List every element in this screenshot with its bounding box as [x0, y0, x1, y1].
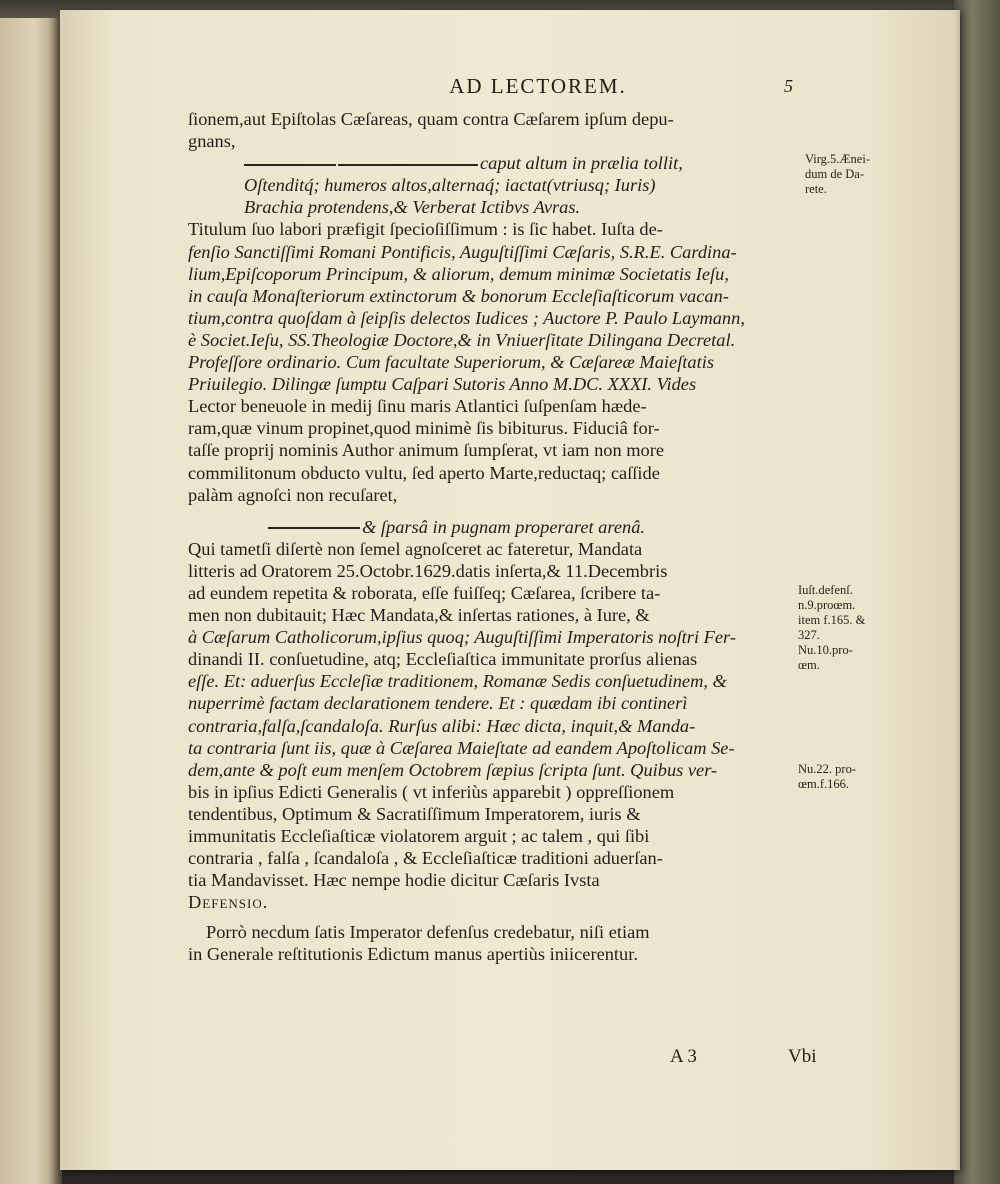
verse-text: & ſparsâ in pugnam properaret arenâ.: [362, 516, 646, 537]
page-fore-edge: [954, 10, 960, 1170]
folio-number: 5: [784, 76, 793, 96]
verse-line: [188, 152, 803, 174]
margin-note-line: Nu.22. pro-: [798, 762, 856, 776]
line-gap: [188, 913, 803, 921]
catchword: Vbi: [788, 1046, 817, 1067]
running-title: AD LECTOREM.: [449, 74, 627, 98]
text-line: ad eundem repetita & roborata, eſſe fuiſſeq; Cæſarea, ſcribere ta-: [188, 582, 661, 603]
text-line: litteris ad Oratorem 25.Octobr.1629.datis inſerta,& 11.Decembris: [188, 560, 668, 581]
text-line: contraria,falſa,ſcandaloſa. Rurſus alibi: Hæc dicta, inquit,& Manda-: [188, 715, 696, 736]
margin-note: [805, 152, 895, 197]
text-line: Profeſſore ordinario. Cum facultate Superiorum, & Cæſareæ Maieſtatis: [188, 352, 714, 373]
text-line: in cauſa Monaſteriorum extinctorum & bonorum Eccleſiaſticorum vacan-: [188, 285, 729, 306]
signature-mark: A 3: [670, 1046, 697, 1067]
text-line: è Societ.Ieſu, SS.Theologiæ Doctore,& in Vniuerſitate Dilingana Decretal.: [188, 329, 736, 350]
margin-note-line: œm.: [798, 658, 820, 672]
margin-note-line: Virg.5.Ænei-: [805, 152, 870, 166]
margin-note-line: rete.: [805, 182, 827, 196]
margin-note-line: Nu.10.pro-: [798, 643, 853, 657]
text-line: lium,Epiſcoporum Principum, & aliorum, demum minimæ Societatis Ieſu,: [188, 263, 729, 284]
verse-line: Oſtenditq́; humeros altos,alternaq́; iactat(vtriusq; Iuris): [244, 175, 656, 196]
text-line: men non dubitauit; Hæc Mandata,& inſertas rationes, à Iure, &: [188, 605, 650, 626]
text-line: nuperrimè factam declarationem tendere. Et : quædam ibi continerì: [188, 693, 688, 714]
verse-line: [188, 516, 803, 538]
text-line: Porrò necdum ſatis Imperator defenſus credebatur, niſi etiam: [206, 922, 650, 943]
text-line: tium,contra quoſdam à ſeipſis delectos Iudices ; Auctore P. Paulo Laymann,: [188, 307, 745, 328]
text-line: palàm agnoſci non recuſaret,: [188, 484, 398, 505]
text-line: dem,ante & poſt eum menſem Octobrem ſæpius ſcripta ſunt. Quibus ver-: [188, 759, 718, 780]
margin-note: [798, 583, 888, 673]
text-line: Priuilegio. Dilingæ ſumptu Caſpari Sutoris Anno M.DC. XXXI. Vides: [188, 374, 697, 395]
margin-note-line: Iuſt.defenſ.: [798, 583, 853, 597]
text-line: Titulum ſuo labori præfigit ſpecioſiſſimum : is ſic habet. Iuſta de-: [188, 219, 663, 240]
dash-rule: [268, 527, 360, 529]
text-line: in Generale reſtitutionis Edictum manus apertiùs iniicerentur.: [188, 944, 638, 965]
text-line: ta contraria ſunt iis, quæ à Cæſarea Maieſtate ad eandem Apoſtolicam Se-: [188, 737, 735, 758]
margin-note-line: 327.: [798, 628, 820, 642]
margin-note-line: item f.165. &: [798, 613, 866, 627]
book-cover-edge: [954, 0, 1000, 1184]
text-line: à Cæſarum Catholicorum,ipſius quoq; Auguſtiſſimi Imperatoris noſtri Fer-: [188, 627, 736, 648]
text-line: taſſe proprij nominis Author animum ſumpſerat, vt iam non more: [188, 440, 665, 461]
text-line: bis in ipſius Edicti Generalis ( vt inferiùs apparebit ) oppreſſionem: [188, 781, 675, 802]
margin-note: [798, 762, 888, 792]
margin-note-line: œm.f.166.: [798, 777, 850, 791]
margin-note-line: dum de Da-: [805, 167, 865, 181]
text-line: gnans,: [188, 131, 236, 152]
text-line: commilitonum obducto vultu, ſed aperto Marte,reductaq; caſſide: [188, 462, 660, 483]
dash-rule: [338, 164, 478, 166]
text-line: fenſio Sanctiſſimi Romani Pontificis, Auguſtiſſimi Cæſaris, S.R.E. Cardina-: [188, 241, 737, 262]
dash-rule: [244, 164, 336, 166]
text-line: Lector beneuole in medij ſinu maris Atlantici ſuſpenſam hæde-: [188, 396, 647, 417]
text-line: Defensio.: [188, 892, 269, 913]
text-line: eſſe. Et: aduerſus Eccleſiæ traditionem, Romanæ Sedis conſuetudinem, &: [188, 671, 727, 692]
body-text: [188, 108, 803, 966]
text-line: dinandi II. conſuetudine, atq; Eccleſiaſtica immunitate prorſus alienas: [188, 649, 698, 670]
text-line: tia Mandavisset. Hæc nempe hodie dicitur Cæſaris Ivsta: [188, 870, 600, 891]
text-line: Qui tametſi diſertè non ſemel agnoſceret ac fateretur, Mandata: [188, 538, 643, 559]
verse-line: Brachia protendens,& Verberat Ictibvs Avras.: [244, 197, 581, 218]
line-gap: [188, 506, 803, 516]
text-line: ſionem,aut Epiſtolas Cæſareas, quam contra Cæſarem ipſum depu-: [188, 109, 674, 129]
text-line: immunitatis Eccleſiaſticæ violatorem arguit ; ac talem , qui ſibi: [188, 826, 650, 846]
text-line: tendentibus, Optimum & Sacratiſſimum Imperatorem, iuris &: [188, 803, 641, 824]
text-line: ram,quæ vinum propinet,quod minimè ſis bibiturus. Fiduciâ for-: [188, 418, 660, 439]
verse-text: caput altum in prælia tollit,: [480, 153, 683, 174]
margin-note-line: n.9.proœm.: [798, 598, 856, 612]
text-line: contraria , falſa , ſcandaloſa , & Eccleſiaſticæ traditioni aduerſan-: [188, 848, 663, 869]
book-page: [60, 10, 960, 1170]
